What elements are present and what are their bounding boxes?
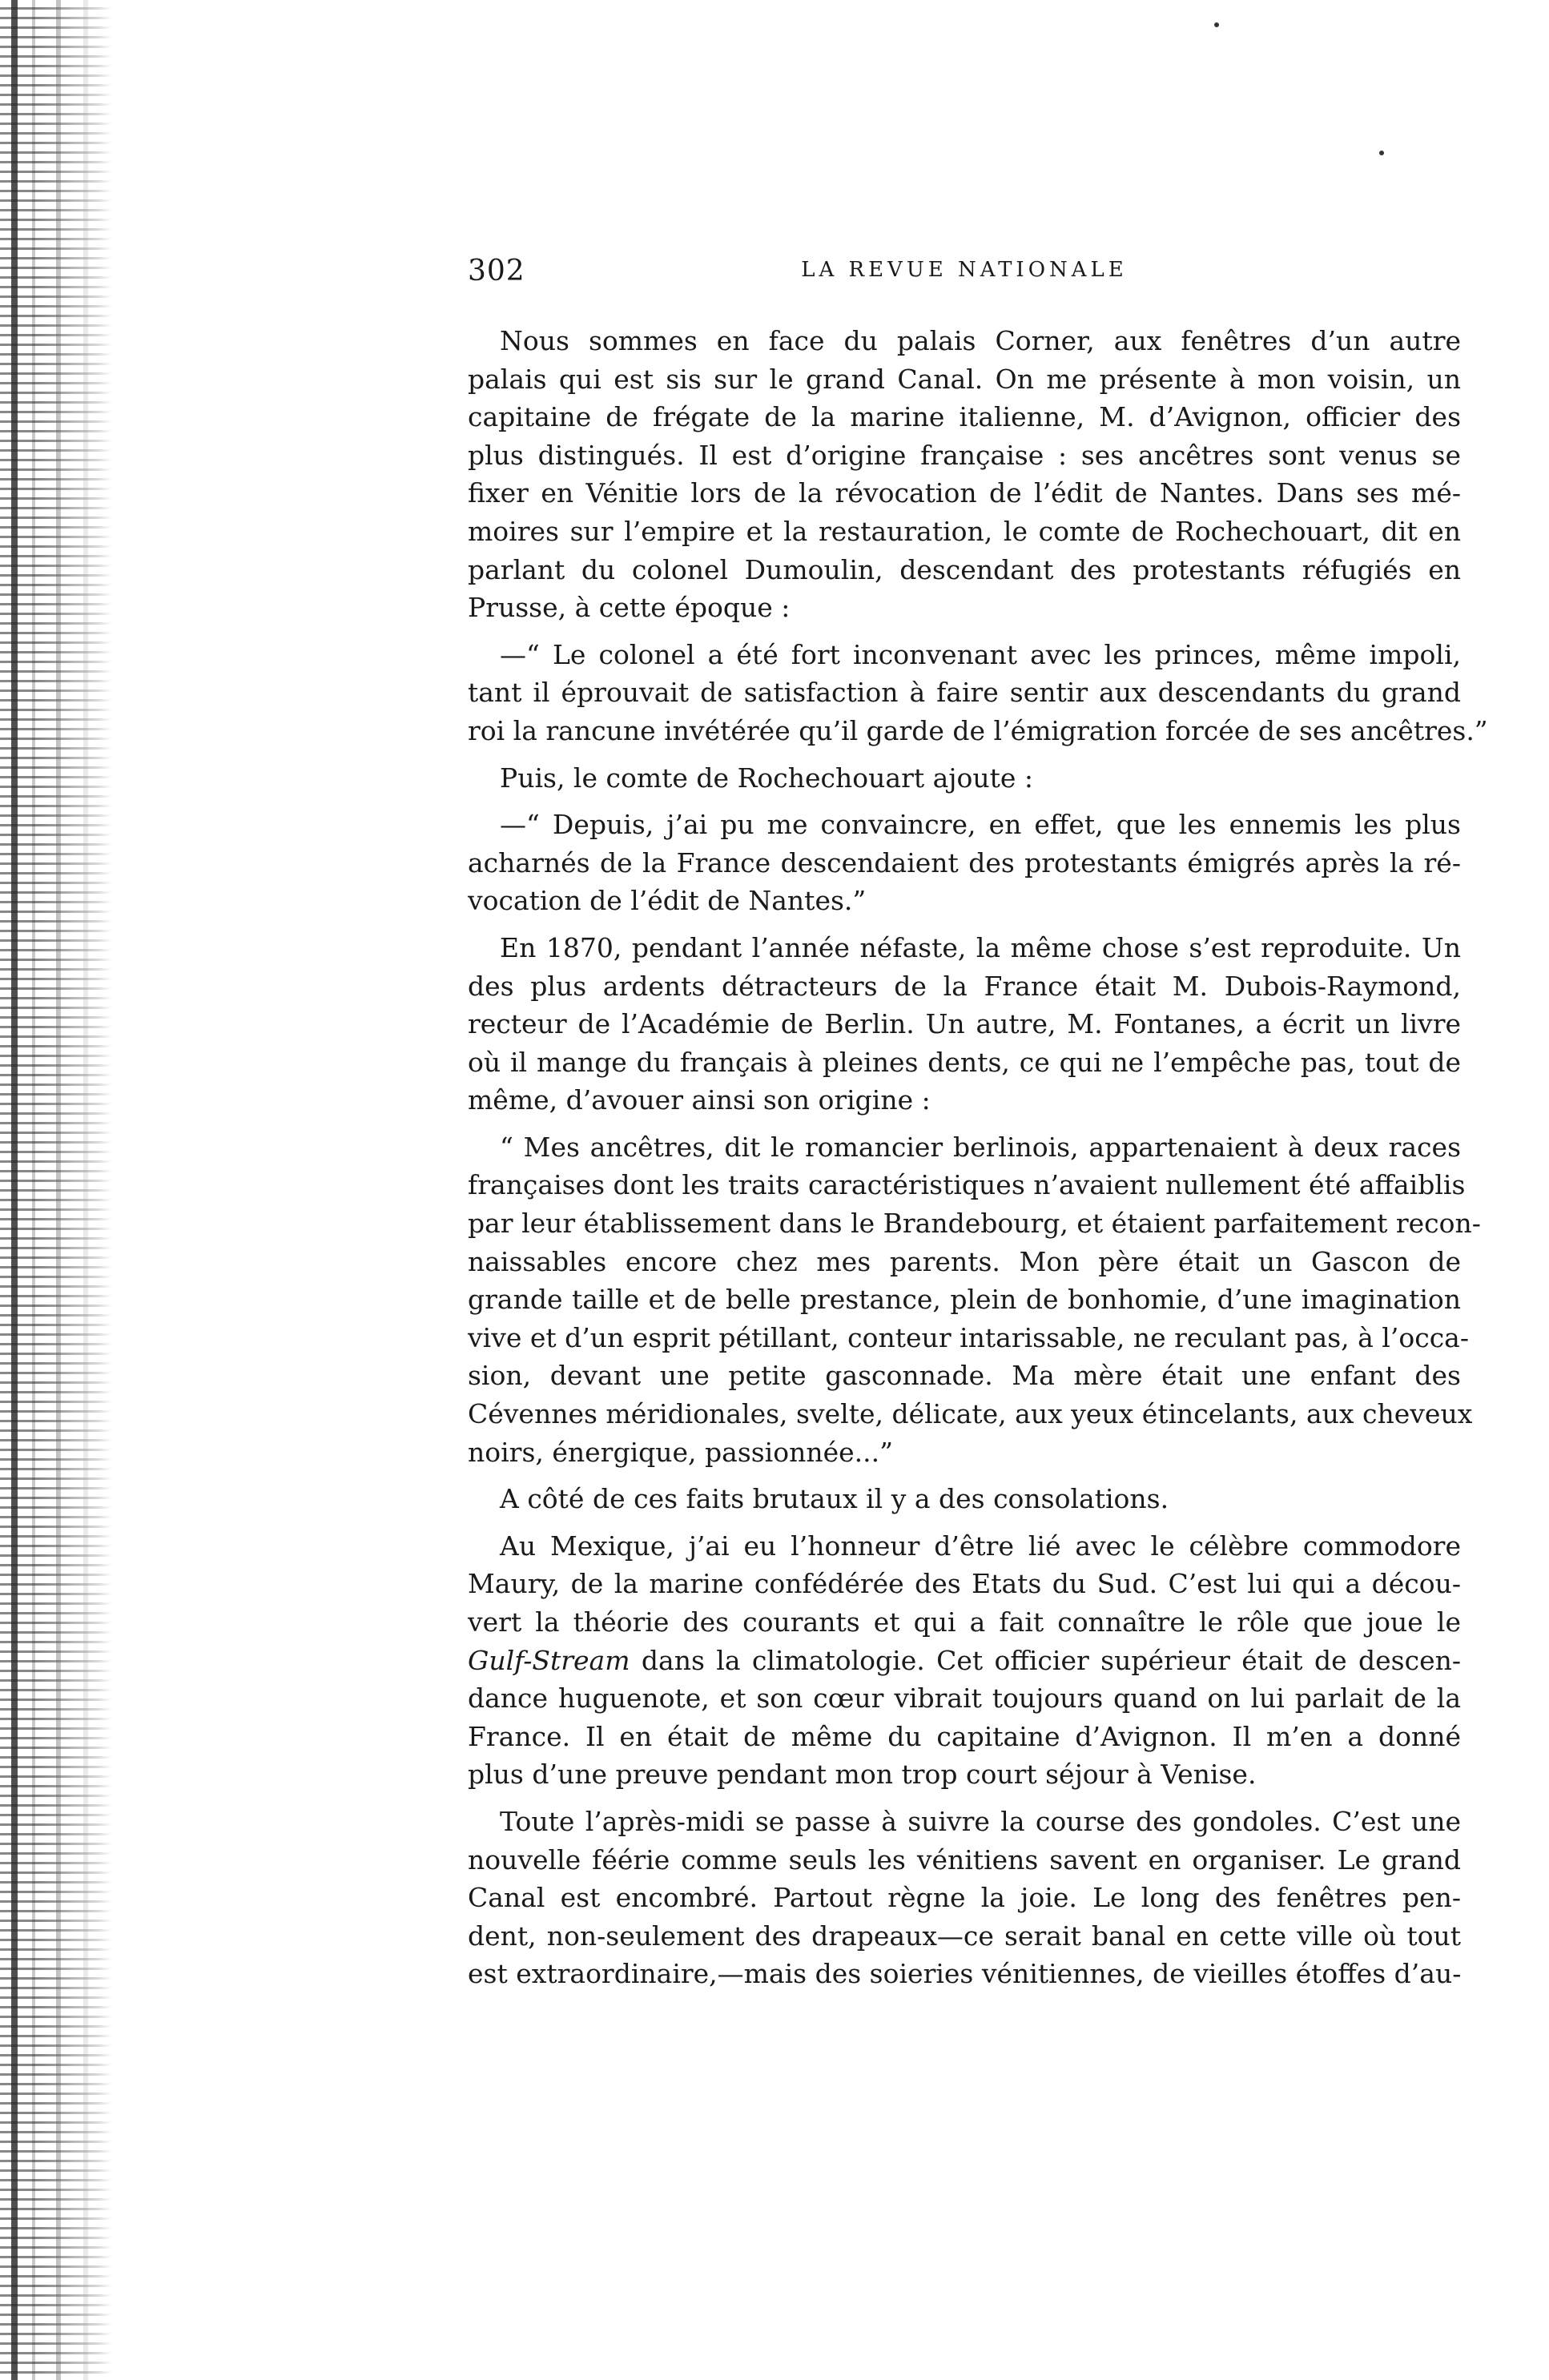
text-line: —“ Le colonel a été fort inconvenant avec les princes, même impoli, [500, 638, 1461, 670]
page-number: 302 [468, 255, 525, 287]
text-line: même, d’avouer ainsi son origine : [468, 1084, 931, 1116]
text-line: —“ Depuis, j’ai pu me convaincre, en effet, que les ennemis les plus [500, 809, 1461, 841]
text-line: grande taille et de belle prestance, plein de bonhomie, d’une imagination [468, 1284, 1461, 1316]
text-line: des plus ardents détracteurs de la France était M. Dubois-Raymond, [468, 970, 1461, 1002]
body-text [468, 322, 1488, 1993]
text-line: Gulf-Stream dans la climatologie. Cet officier supérieur était de descen- [468, 1644, 1461, 1676]
text-line: A côté de ces faits brutaux il y a des consolations. [500, 1483, 1169, 1515]
running-head: LA REVUE NATIONALE [801, 258, 1128, 282]
text-line: par leur établissement dans le Brandebourg, et étaient parfaitement recon- [468, 1208, 1481, 1240]
text-line: françaises dont les traits caractéristiques n’avaient nullement été affaiblis [468, 1169, 1466, 1201]
paragraph [468, 759, 1461, 798]
text-line: En 1870, pendant l’année néfaste, la même chose s’est reproduite. Un [500, 931, 1461, 963]
text-line: vert la théorie des courants et qui a fait connaître le rôle que joue le [468, 1606, 1461, 1638]
paragraph [468, 1803, 1461, 1993]
text-line: Toute l’après-midi se passe à suivre la course des gondoles. C’est une [500, 1805, 1461, 1837]
text-line: “ Mes ancêtres, dit le romancier berlinois, appartenaient à deux races [500, 1131, 1461, 1163]
text-line: dent, non-seulement des drapeaux—ce serait banal en cette ville où tout [468, 1920, 1461, 1952]
scanned-binding-edge [0, 0, 112, 2380]
scan-speck [1214, 22, 1219, 27]
text-line: acharnés de la France descendaient des protestants émigrés après la ré- [468, 846, 1461, 878]
text-line: Nous sommes en face du palais Corner, aux fenêtres d’un autre [500, 325, 1461, 356]
text-line: palais qui est sis sur le grand Canal. On me présente à mon voisin, un [468, 363, 1461, 395]
text-line: où il mange du français à pleines dents, ce qui ne l’empêche pas, tout de [468, 1046, 1461, 1078]
text-line: dance huguenote, et son cœur vibrait toujours quand on lui parlait de la [468, 1682, 1461, 1715]
text-line: nouvelle féérie comme seuls les vénitiens savent en organiser. Le grand [468, 1843, 1461, 1875]
scan-speck [1379, 151, 1384, 155]
text-line: tant il éprouvait de satisfaction à faire sentir aux descendants du grand [468, 677, 1461, 709]
text-line: roi la rancune invétérée qu’il garde de l’émigration forcée de ses ancêtres.” [468, 714, 1488, 746]
paragraph [468, 929, 1461, 1120]
paragraph [468, 636, 1488, 750]
paragraph [468, 806, 1461, 920]
text-line: vocation de l’édit de Nantes.” [468, 885, 867, 917]
paragraph [468, 1527, 1461, 1794]
paragraph [468, 322, 1461, 627]
text-line: parlant du colonel Dumoulin, descendant des protestants réfugiés en [468, 553, 1461, 585]
text-line: noirs, énergique, passionnée...” [468, 1436, 894, 1468]
text-line: France. Il en était de même du capitaine d’Avignon. Il m’en a donné [468, 1720, 1461, 1752]
text-line: plus d’une preuve pendant mon trop court séjour à Venise. [468, 1759, 1257, 1791]
paragraph [468, 1128, 1481, 1471]
text-line: moires sur l’empire et la restauration, le comte de Rochechouart, dit en [468, 515, 1461, 547]
text-line: Cévennes méridionales, svelte, délicate, aux yeux étincelants, aux cheveux [468, 1398, 1473, 1430]
page-header [468, 255, 1461, 295]
text-line: vive et d’un esprit pétillant, conteur intarissable, ne reculant pas, à l’occa- [468, 1321, 1470, 1353]
text-line: naissables encore chez mes parents. Mon père était un Gascon de [468, 1245, 1461, 1277]
text-line: est extraordinaire,—mais des soieries vénitiennes, de vieilles étoffes d’au- [468, 1958, 1462, 1990]
text-line: Prusse, à cette époque : [468, 592, 791, 624]
paragraph [468, 1480, 1461, 1518]
text-line: plus distingués. Il est d’origine française : ses ancêtres sont venus se [468, 439, 1461, 471]
text-line: Puis, le comte de Rochechouart ajoute : [500, 762, 1034, 794]
text-line: capitaine de frégate de la marine italienne, M. d’Avignon, officier des [468, 401, 1461, 433]
italic-term: Gulf-Stream [468, 1644, 630, 1676]
text-line: Au Mexique, j’ai eu l’honneur d’être lié avec le célèbre commodore [500, 1530, 1461, 1562]
text-line: fixer en Vénitie lors de la révocation de l’édit de Nantes. Dans ses mé- [468, 477, 1461, 509]
text-line: Maury, de la marine confédérée des Etats du Sud. C’est lui qui a décou- [468, 1568, 1461, 1600]
text-line: sion, devant une petite gasconnade. Ma mère était une enfant des [468, 1360, 1461, 1392]
text-line: recteur de l’Académie de Berlin. Un autre, M. Fontanes, a écrit un livre [468, 1008, 1461, 1040]
text-line: Canal est encombré. Partout règne la joie. Le long des fenêtres pen- [468, 1882, 1461, 1914]
